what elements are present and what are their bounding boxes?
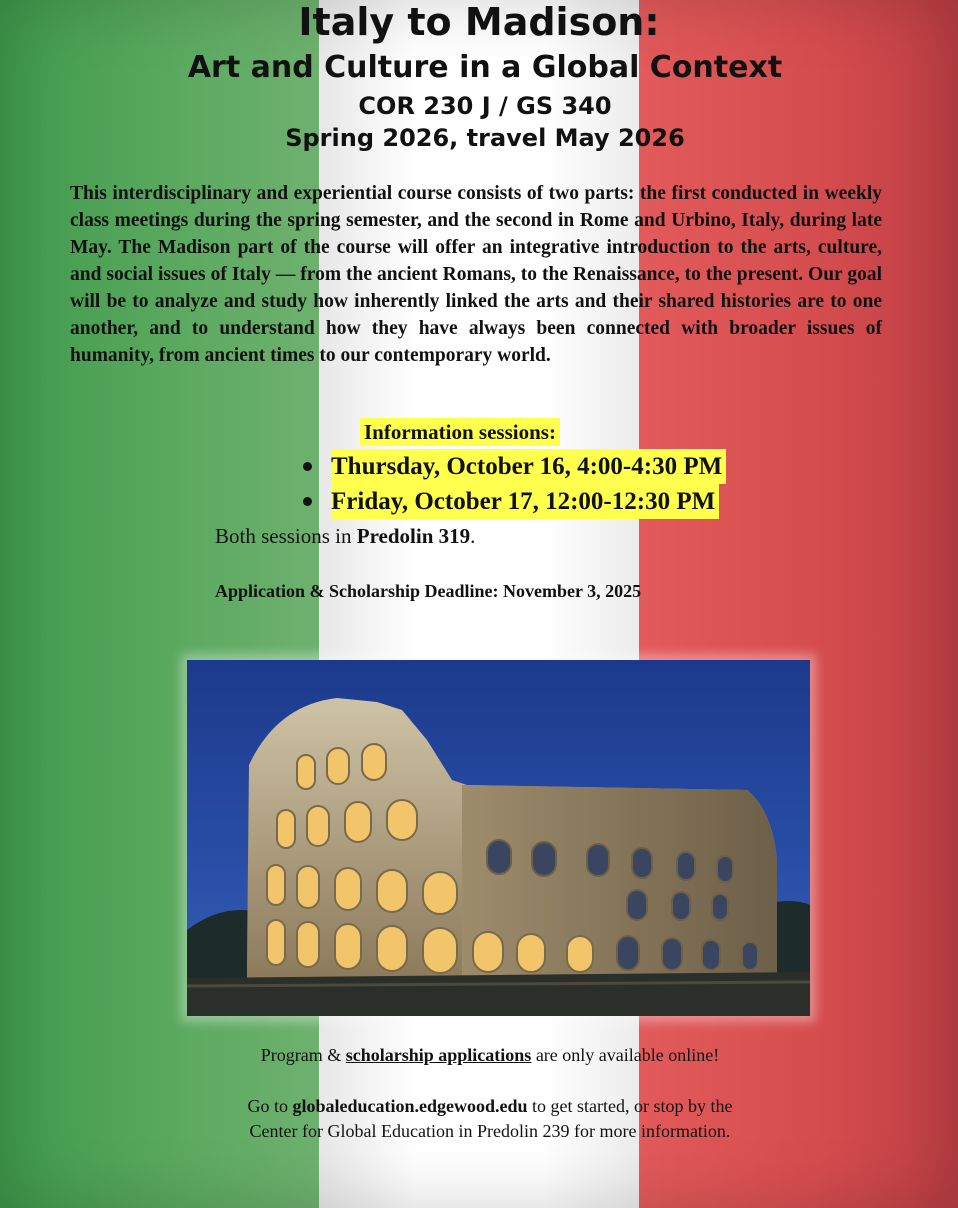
location-suffix: . bbox=[470, 524, 476, 548]
course-description: This interdisciplinary and experiential course consists of two parts: the first conducted in weekly class meetings during the spring semester, and the second in Rome and Urbino, Italy, during late May. The Madison part of the course will offer an integrative introduction to the arts, culture, and social issues of Italy — from the ancient Romans, to the Renaissance, to the present. Our goal will be to analyze and study how inherently linked the arts and their shared histories are to one another, and to understand how they have always been connected with broader issues of humanity, from ancient times to our contemporary world. bbox=[70, 183, 882, 366]
goto-line2: Center for Global Education in Predolin 239 for more information. bbox=[249, 1121, 731, 1141]
goto-middle: to get started, or stop by the bbox=[527, 1096, 733, 1116]
term: Spring 2026, travel May 2026 bbox=[285, 124, 685, 152]
location-prefix: Both sessions in bbox=[215, 524, 357, 548]
bullet-icon bbox=[303, 462, 312, 471]
info-sessions-heading: Information sessions: bbox=[360, 418, 560, 446]
deadline: Application & Scholarship Deadline: November 3, 2025 bbox=[215, 581, 642, 601]
bullet-icon bbox=[303, 497, 312, 506]
list-item bbox=[303, 449, 726, 484]
colosseum-illustration bbox=[187, 660, 810, 1016]
contact-info bbox=[0, 1094, 958, 1144]
prog-prefix: Program & bbox=[260, 1045, 346, 1065]
page-title: Italy to Madison: bbox=[298, 0, 660, 44]
sessions-location bbox=[215, 522, 475, 550]
location-room: Predolin 319 bbox=[356, 524, 471, 548]
list-item bbox=[303, 484, 726, 519]
info-sessions-list bbox=[303, 449, 726, 519]
colosseum-image bbox=[187, 660, 810, 1016]
page-subtitle: Art and Culture in a Global Context bbox=[187, 50, 783, 85]
course-code: COR 230 J / GS 340 bbox=[358, 92, 612, 120]
program-note bbox=[0, 1042, 958, 1068]
scholarship-applications-link[interactable]: scholarship applications bbox=[345, 1045, 532, 1065]
session-1: Thursday, October 16, 4:00-4:30 PM bbox=[331, 449, 726, 484]
website-link[interactable]: globaleducation.edgewood.edu bbox=[292, 1096, 528, 1116]
prog-suffix: are only available online! bbox=[531, 1045, 720, 1065]
session-2: Friday, October 17, 12:00-12:30 PM bbox=[331, 484, 719, 519]
goto-prefix: Go to bbox=[247, 1096, 293, 1116]
